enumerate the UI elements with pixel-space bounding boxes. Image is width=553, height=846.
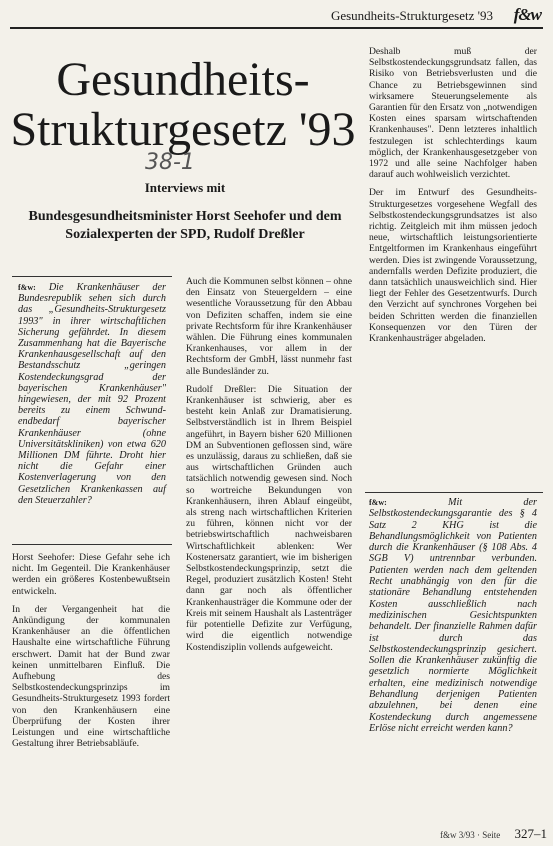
header-rule: [10, 27, 543, 29]
paragraph: Der im Entwurf des Gesundheits-Strukturgesetzes vorgesehene Wegfall des Selbstkostendeckungsgrundsatzes ist also richtig. Zeitgleich mit ihm müssen jedoch neue, wirtschaftlich leistungsorientierte Entgeltformen im Krankenhaus eingeführt werden. Dies ist zwingende Voraussetzung, andernfalls werden Defizite produziert, die dann tatsächlich unausweichlich sind. Hier liegt der Fehler des Gesetzentwurfs. Durch den Verzicht auf synchrones Vorgehen bei beiden Schritten werden die finanziellen Konsequenzen vor den Türen der Krankenhausträger abgeladen.: [369, 187, 537, 345]
paragraph: Rudolf Dreßler: Die Situation der Krankenhäuser ist schwierig, aber es besteht kein Anlaß zur Dramatisierung. Selbstverständlich ist in Ihrem Beispiel angeführt, in Bayern bisher 620 Millionen DM an Subventionen geflossen sind, wäre es unzulässig, daraus zu schließen, daß sie aus wirtschaftlichen Gründen auch tatsächlich notwendig gewesen sind. Noch so wortreiche Bekundungen von Krankenhäusern, ihren Ablauf eingeübt, als streng nach wirtschaftlichen Kriterien zu führen, können nicht vor der betriebswirtschaftlich nachweisbaren Wirtschaftlichkeit ablenken: Wer Kostenersatz garantiert, wie im bisherigen Selbstkostendeckungsprinzip, setzt die Regel, produziert zusätzlich Kosten! Steht dann gar noch als öffentlicher Krankenhausträger die Kommune oder der Kreis mit seinem Haushalt als Lastenträger für potentielle Defizite zur Verfügung, wird die eigentlich notwendige Kostendisziplin vollends aufgeweicht.: [186, 383, 352, 653]
citation: f&w 3/93 · Seite: [440, 830, 501, 840]
side-note-question: [369, 497, 537, 734]
article-title: Gesundheits-Strukturgesetz '93: [10, 53, 356, 156]
intro-question: [18, 282, 166, 506]
intro-text: Die Krankenhäuser der Bundesrepublik sehen sich durch das „Gesundheits-Strukturgesetz 1993" in ihrer wirtschaftlichen Sicherung gefährdet. In diesem Zusammenhang hat die Bayerische Krankenhausgesellschaft auf den Bestandsschutz „geringen Kostendeckungsgrad der bayerischen Krankenhäuser" hingewiesen, der mit 92 Prozent bereits zu einem Schwund-endbedarf bayerischer Krankenhäuser (ohne Universitätskliniken) von etwa 620 Millionen DM führte. Droht hier nicht die Gefahr einer Kostenverlagerung von den Gesetzlichen Krankenkassen auf den Steuerzahler?: [18, 282, 167, 506]
intro-tag: f&w:: [18, 283, 36, 292]
journal-logo: f&w: [513, 5, 541, 24]
page-number: 327–1: [514, 826, 547, 841]
column-right: [369, 46, 537, 351]
intro-frame-top: [12, 276, 172, 277]
side-note-tag: f&w:: [369, 498, 387, 507]
paragraph: In der Vergangenheit hat die Ankündigung der kommunalen Krankenhäuser an die öffentlichen Haushalte eine wirtschaftliche Führung erschwert. Damit hat der Bund zwar keinen unmittelbaren Einfluß. Die Aufhebung des Selbstkostendeckungsprinzips im Gesundheits-Strukturgesetz 1993 fordert von den Krankenhäusern eine Überprüfung der Kosten ihrer Leistungen und eine wirtschaftliche Gestaltung ihrer Betriebsabläufe.: [12, 603, 170, 750]
running-title: Gesundheits-Strukturgesetz '93: [330, 8, 493, 23]
side-note-frame-top: [365, 492, 543, 493]
column-left: [12, 552, 170, 756]
interviewees: Bundesgesundheitsminister Horst Seehofer und dem Sozialexperten der SPD, Rudolf Dreßler: [28, 209, 342, 242]
paragraph: Deshalb muß der Selbstkostendeckungsgrundsatz fallen, das Risiko von Betriebsverlusten und die Chance zu Betriebsgewinnen sind wirksamere Steuerungselemente als Garantien für den Ersatz von „notwendigen Kosten eines sparsam wirtschaftenden Krankenhauses". Denn letzteres inhaltlich festzulegen ist schlechterdings kaum möglich, der Krankenhausgesetzgeber von 1972 und alle seine Nachfolger haben darauf auch wohlweislich verzichtet.: [369, 46, 537, 181]
paragraph: Horst Seehofer: Diese Gefahr sehe ich nicht. Im Gegenteil. Die Krankenhäuser werden ein größeres Kostenbewußtsein entwickeln.: [12, 552, 170, 597]
intro-frame-bottom: [12, 544, 172, 545]
paragraph: Auch die Kommunen selbst können – ohne den Einsatz von Steuergeldern – eine wesentliche Voraussetzung für den Abbau von Defiziten schaffen, indem sie eine private Rechtsform für ihre Krankenhäuser wählen. Die Führung eines kommunalen Krankenhauses, vor allem in der Rechtsform der GmbH, lässt nunmehr fast alle Bundesländer zu.: [186, 276, 352, 377]
article-subtitle: Interviews mit: [144, 180, 226, 195]
column-middle: [186, 276, 352, 660]
side-note-text: Mit der Selbstkostendeckungsgarantie des § 4 Satz 2 KHG ist die Behandlungsmöglichkeit von Patienten durch die Krankenhäuser (§ 108 Abs. 4 SGB V) untrennbar verbunden. Patienten werden nach dem geltenden Recht unabhängig von den für die stationäre Behandlung entstehenden Kosten ausschließlich nach medizinischen Gesichtspunkten behandelt. Der finanzielle Rahmen dafür ist durch das Selbstkostendeckungsprinzip gesichert. Sollen die Krankenhäuser zukünftig die gesetzlich normierte Möglichkeit erhalten, eine medizinisch notwendige Behandlung derjenigen Patienten abzulehnen, bei denen eine Kostendeckung durch angemessene Erlöse nicht erreicht werden kann?: [369, 497, 538, 734]
handwritten-note: 38-1: [145, 150, 195, 175]
